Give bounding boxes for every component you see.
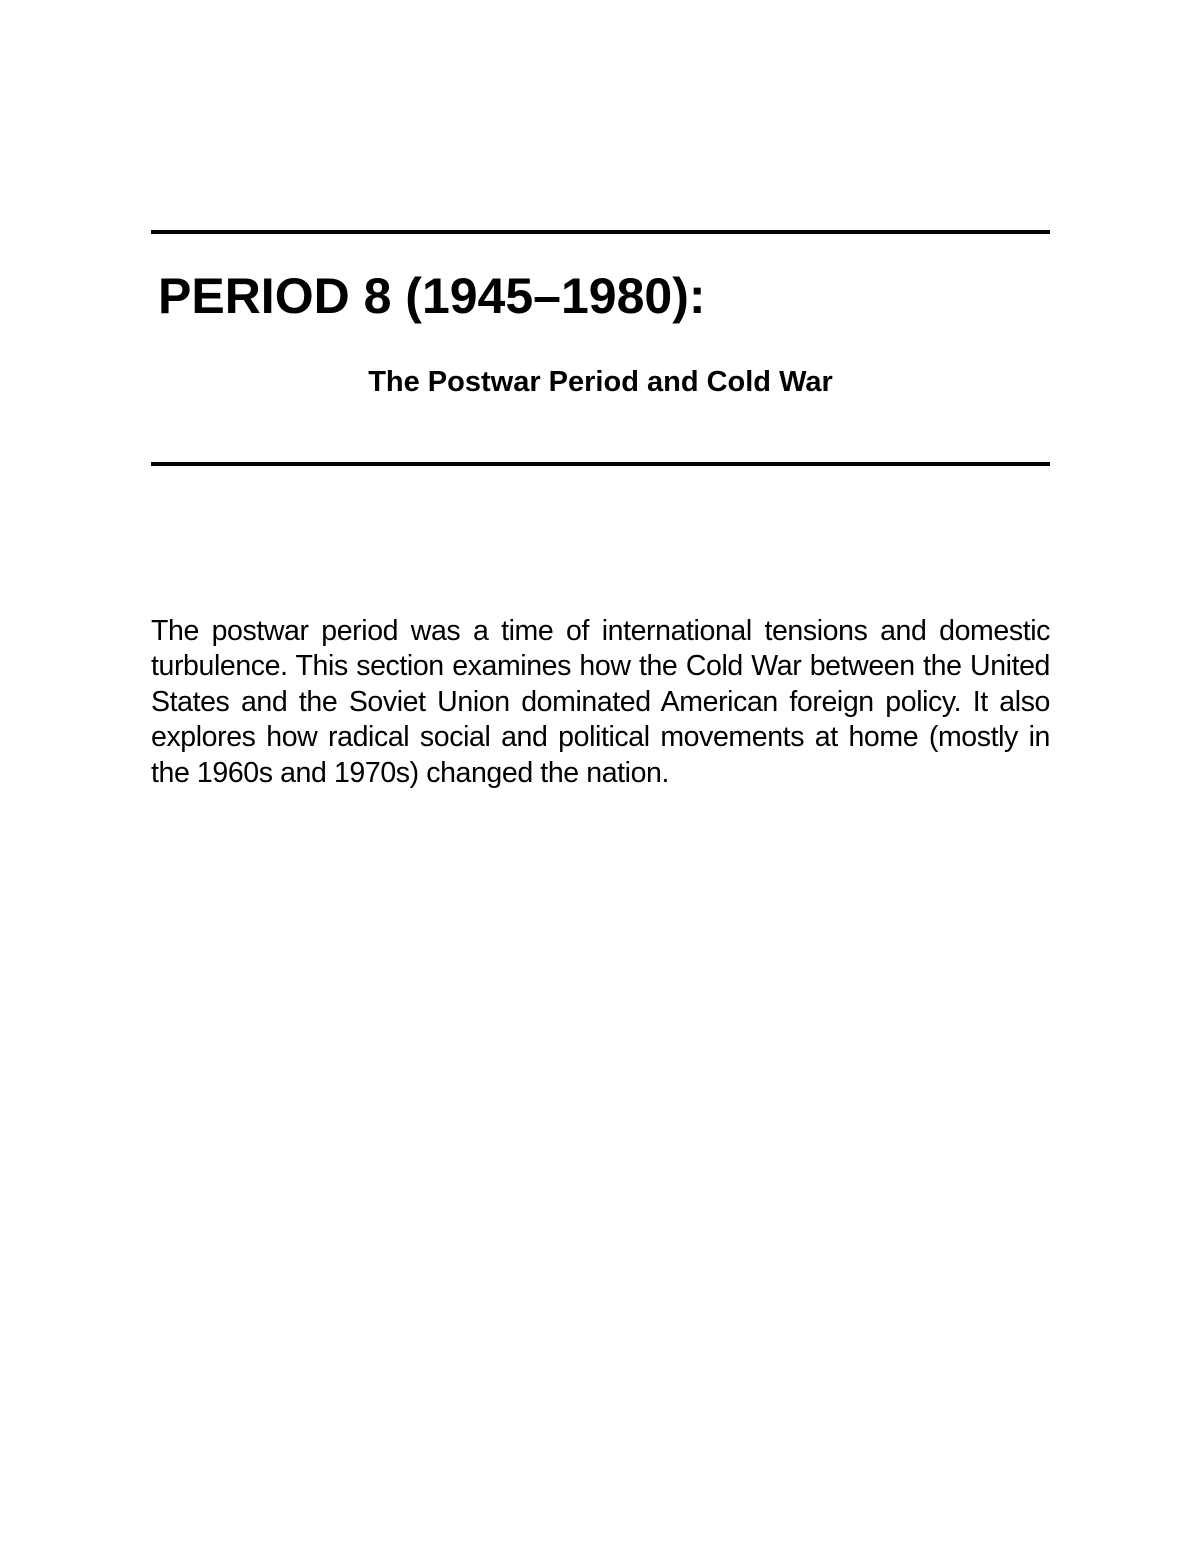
bottom-divider [151,462,1050,466]
intro-paragraph: The postwar period was a time of international tensions and domestic turbulence. This section examines how the Cold War between the United States and the Soviet Union dominated American foreign policy. It also explores how radical social and political movements at home (mostly in the 1960s and 1970s) changed the nation. [151,615,1050,789]
period-subtitle: The Postwar Period and Cold War [368,366,833,398]
period-title: PERIOD 8 (1945–1980): [158,268,706,324]
top-divider [151,230,1050,234]
